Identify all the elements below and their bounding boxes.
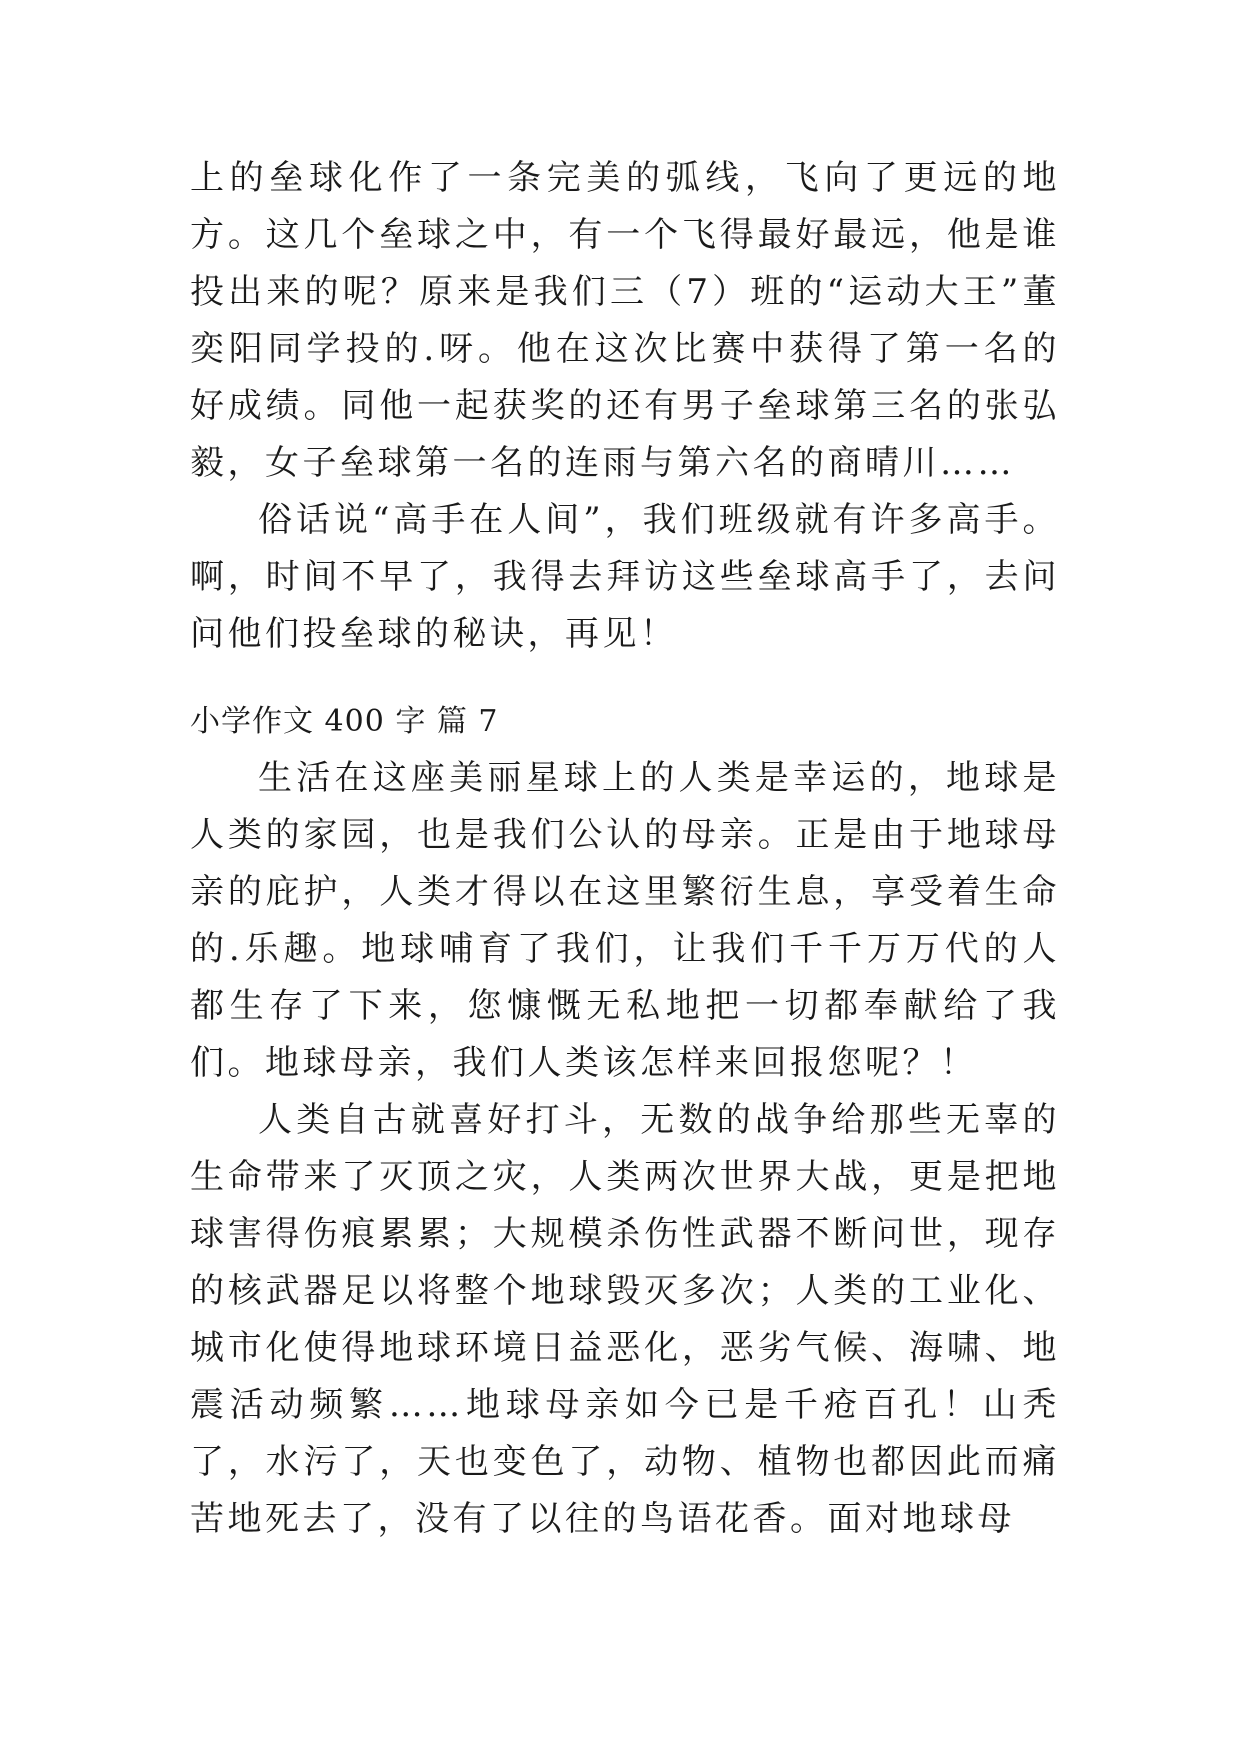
document-page xyxy=(190,150,1060,1548)
paragraph-baseball-ending: 俗话说“高手在人间”，我们班级就有许多高手。啊，时间不早了，我得去拜访这些垒球高手了，去问问他们投垒球的秘诀，再见！ xyxy=(190,500,1060,654)
paragraph-earth-damage: 人类自古就喜好打斗，无数的战争给那些无辜的生命带来了灭顶之灾，人类两次世界大战，更是把地球害得伤痕累累；大规模杀伤性武器不断问世，现存的核武器足以将整个地球毁灭多次；人类的工业化、城市化使得地球环境日益恶化，恶劣气候、海啸、地震活动频繁……地球母亲如今已是千疮百孔！山秃了，水污了，天也变色了，动物、植物也都因此而痛苦地死去了，没有了以往的鸟语花香。面对地球母 xyxy=(190,1100,1060,1539)
paragraph-earth-intro: 生活在这座美丽星球上的人类是幸运的，地球是人类的家园，也是我们公认的母亲。正是由于地球母亲的庇护，人类才得以在这里繁衍生息，享受着生命的.乐趣。地球哺育了我们，让我们千千万万代的人都生存了下来，您慷慨无私地把一切都奉献给了我们。地球母亲，我们人类该怎样来回报您呢？！ xyxy=(190,758,1060,1083)
section-title: 小学作文 400 字 篇 7 xyxy=(190,704,499,739)
paragraph-baseball-result: 上的垒球化作了一条完美的弧线，飞向了更远的地方。这几个垒球之中，有一个飞得最好最远，他是谁投出来的呢？原来是我们三（7）班的“运动大王”董奕阳同学投的.呀。他在这次比赛中获得了第一名的好成绩。同他一起获奖的还有男子垒球第三名的张弘毅，女子垒球第一名的连雨与第六名的商晴川…… xyxy=(190,158,1060,483)
section-gap xyxy=(190,663,1060,693)
